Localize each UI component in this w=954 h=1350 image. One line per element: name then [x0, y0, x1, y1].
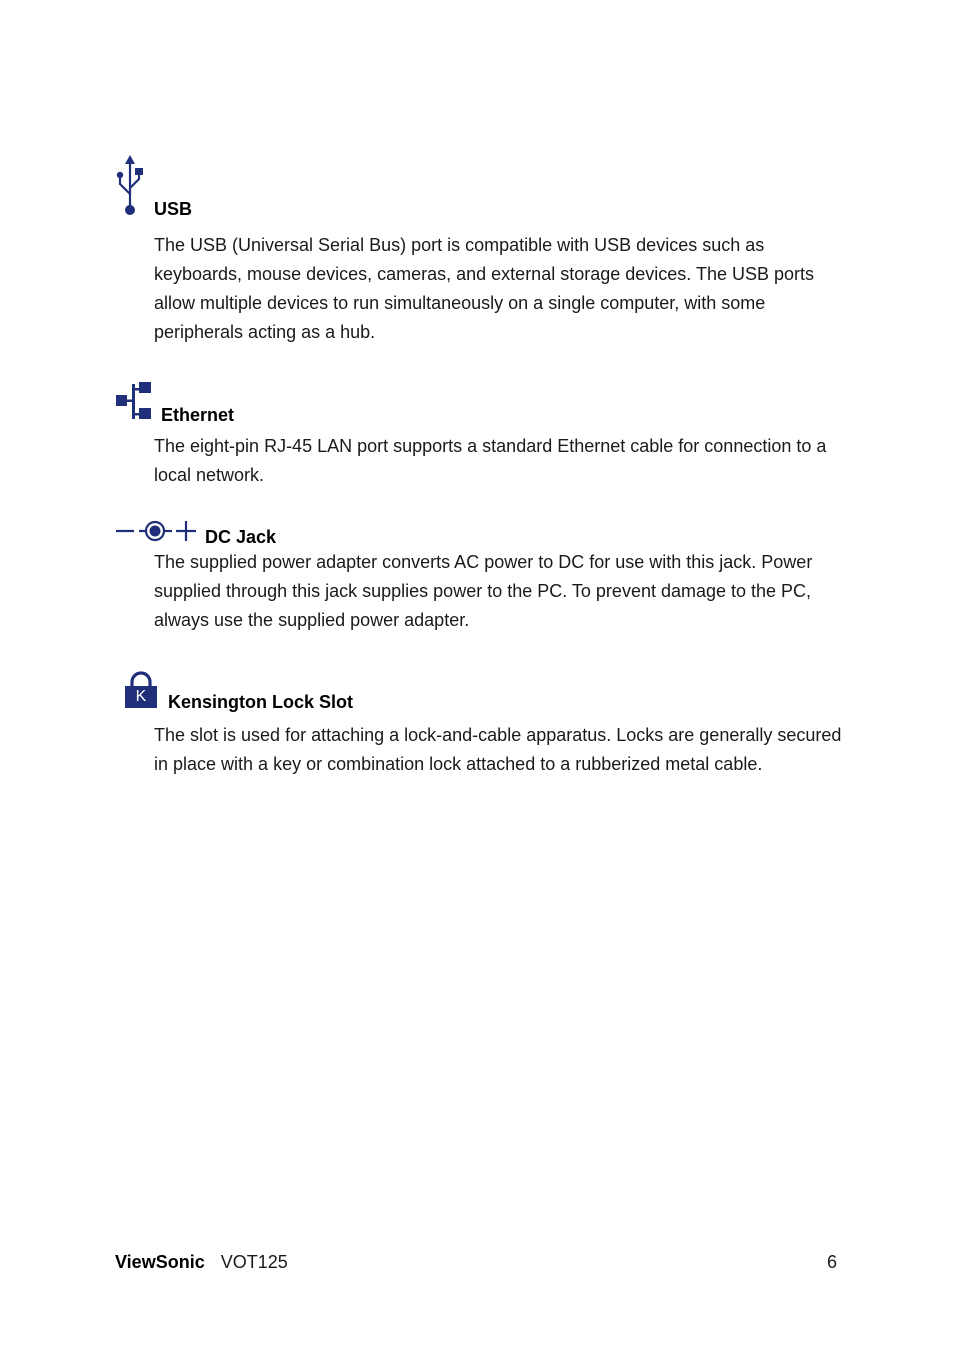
kensington-icon-letter: K [135, 688, 147, 705]
usb-heading: USB [154, 199, 193, 219]
footer-model: VOT125 [220, 1252, 288, 1272]
usb-icon [112, 154, 148, 216]
kensington-heading: Kensington Lock Slot [168, 692, 354, 712]
kensington-description: The slot is used for attaching a lock-and-cable apparatus. Locks are generally secured in place with a key or combination lock attached to a rubberized metal cable. [154, 725, 842, 774]
page-footer [115, 1250, 837, 1274]
usb-description: The USB (Universal Serial Bus) port is compatible with USB devices such as keyboards, mouse devices, cameras, and external storage devices. The USB ports allow multiple devices to run simultaneously on a single computer, with some peripherals acting as a hub. [154, 235, 814, 342]
footer-brand: ViewSonic [115, 1252, 205, 1272]
ethernet-icon [114, 381, 154, 423]
dc-jack-icon [114, 518, 200, 546]
page-number: 6 [826, 1252, 837, 1272]
ethernet-heading: Ethernet [161, 405, 235, 425]
kensington-lock-icon [124, 671, 158, 709]
dc-jack-description: The supplied power adapter converts AC power to DC for use with this jack. Power supplied through this jack supplies power to the PC. To prevent damage to the PC, always use the supplied power adapter. [154, 552, 813, 630]
dc-jack-heading: DC Jack [205, 527, 277, 547]
ethernet-description: The eight-pin RJ-45 LAN port supports a standard Ethernet cable for connection to a local network. [154, 436, 827, 485]
